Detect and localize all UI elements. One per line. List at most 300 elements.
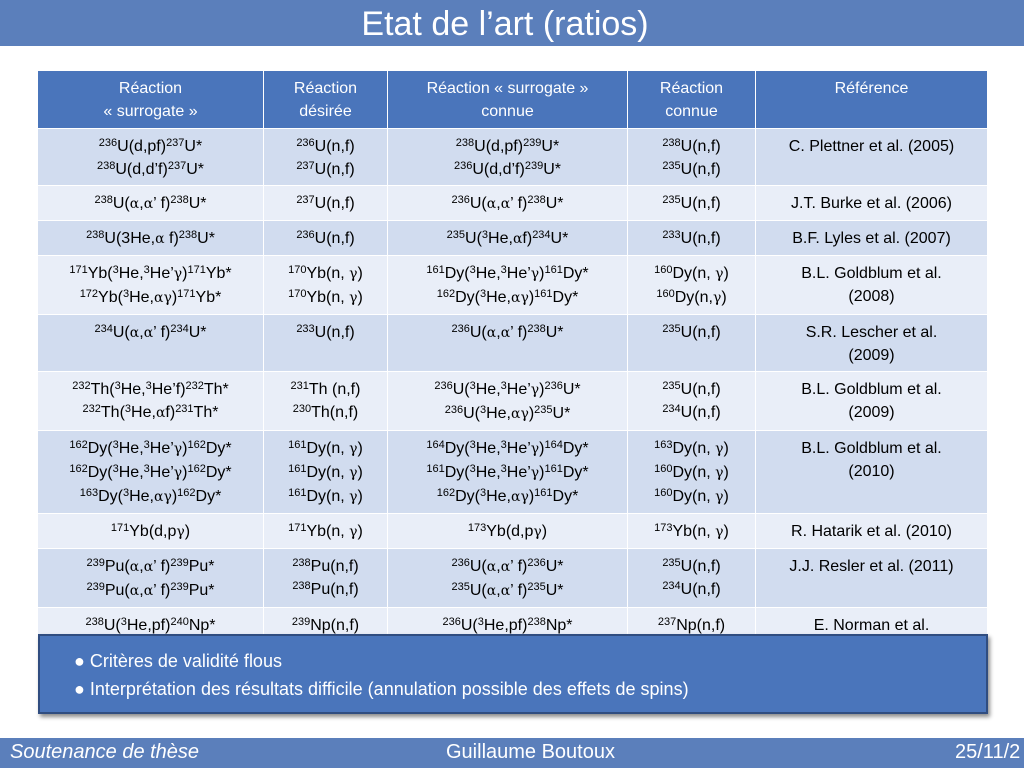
mass-number: 163 bbox=[79, 487, 99, 499]
table-cell bbox=[38, 186, 264, 221]
greek-symbol: α bbox=[129, 559, 140, 575]
mass-number: 235 bbox=[662, 160, 681, 172]
mass-number: 230 bbox=[292, 403, 312, 415]
mass-number: 161 bbox=[288, 463, 307, 475]
cell-line: $^{235}$U(α,α’ f)$^{235}$U* bbox=[451, 581, 564, 599]
cell-line: $^{162}$Dy($^3$He,$^3$He’γ)$^{162}$Dy* bbox=[69, 439, 232, 457]
greek-symbol: γ bbox=[349, 524, 358, 540]
mass-number: 235 bbox=[446, 229, 466, 241]
greek-symbol: α bbox=[153, 290, 164, 306]
mass-number: 3 bbox=[112, 439, 119, 451]
table-cell bbox=[628, 608, 756, 636]
mass-number: 171 bbox=[69, 264, 88, 276]
mass-number: 171 bbox=[110, 522, 130, 534]
table-cell bbox=[38, 372, 264, 431]
cell-line: $^{237}$U(n,f) bbox=[296, 194, 355, 212]
cell-line: $^{235}$U(n,f) bbox=[662, 323, 721, 341]
cell-line: C. Plettner et al. (2005) bbox=[788, 138, 955, 155]
cell-line: $^{235}$U(n,f) bbox=[662, 160, 721, 178]
footer-event: Soutenance de thèse bbox=[10, 741, 200, 763]
table-cell bbox=[264, 186, 388, 221]
greek-symbol: γ bbox=[173, 465, 183, 481]
table-cell bbox=[756, 221, 988, 256]
greek-symbol: α bbox=[510, 406, 521, 422]
mass-number: 3 bbox=[145, 380, 152, 392]
cell-line: $^{236}$U(α,α’ f)$^{238}$U* bbox=[451, 323, 564, 341]
mass-number: 238 bbox=[97, 160, 116, 172]
table-cell bbox=[628, 186, 756, 221]
cell-line: $^{170}$Yb(n, γ) bbox=[288, 264, 363, 282]
cell-line: (2010) bbox=[848, 463, 895, 480]
slide-title: Etat de l’art (ratios) bbox=[361, 5, 649, 43]
cell-line: $^{238}$U(3He,α f)$^{238}$U* bbox=[86, 229, 215, 247]
mass-number: 3 bbox=[122, 288, 130, 300]
cell-line: $^{160}$Dy(n,γ) bbox=[656, 288, 727, 306]
mass-number: 231 bbox=[175, 403, 194, 415]
mass-number: 173 bbox=[467, 522, 487, 534]
greek-symbol: α bbox=[486, 583, 497, 599]
greek-symbol: γ bbox=[715, 489, 724, 505]
mass-number: 238 bbox=[527, 616, 546, 628]
cell-line: $^{160}$Dy(n, γ) bbox=[654, 487, 729, 505]
cell-line: $^{160}$Dy(n, γ) bbox=[654, 264, 729, 282]
mass-number: 238 bbox=[662, 137, 681, 149]
cell-line: $^{161}$Dy(n, γ) bbox=[288, 487, 363, 505]
table-cell bbox=[628, 514, 756, 549]
table-row bbox=[38, 315, 988, 372]
mass-number: 3 bbox=[112, 264, 119, 276]
table-cell bbox=[388, 256, 628, 315]
mass-number: 235 bbox=[451, 581, 470, 593]
table-cell bbox=[38, 256, 264, 315]
mass-number: 161 bbox=[544, 463, 563, 475]
mass-number: 3 bbox=[481, 229, 489, 241]
greek-symbol: α bbox=[143, 325, 154, 341]
mass-number: 234 bbox=[532, 229, 551, 241]
cell-line: $^{163}$Dy(n, γ) bbox=[654, 439, 729, 457]
greek-symbol: γ bbox=[349, 489, 358, 505]
cell-line: $^{235}$U(n,f) bbox=[662, 557, 721, 575]
greek-symbol: γ bbox=[520, 489, 529, 505]
mass-number: 171 bbox=[187, 264, 206, 276]
mass-number: 160 bbox=[654, 264, 673, 276]
greek-symbol: γ bbox=[349, 266, 358, 282]
cell-line: S.R. Lescher et al. bbox=[805, 324, 938, 341]
cell-line: $^{238}U(d,pf)^{239}U*$ bbox=[455, 137, 560, 155]
mass-number: 3 bbox=[500, 380, 507, 392]
mass-number: 235 bbox=[662, 194, 681, 206]
table-cell bbox=[38, 514, 264, 549]
mass-number: 171 bbox=[177, 288, 196, 300]
header-line: connue bbox=[481, 103, 534, 120]
cell-line: B.L. Goldblum et al. bbox=[801, 265, 942, 282]
cell-line: $^{173}$Yb(n, γ) bbox=[654, 522, 729, 540]
mass-number: 238 bbox=[292, 580, 311, 592]
mass-number: 3 bbox=[469, 463, 476, 475]
mass-number: 3 bbox=[469, 264, 476, 276]
cell-line: $^{173}$Yb(d,pγ) bbox=[467, 522, 548, 540]
mass-number: 3 bbox=[124, 403, 132, 415]
table-cell bbox=[38, 129, 264, 186]
cell-line: $^{236}U(^3He,pf)^{238}Np*$ bbox=[442, 616, 573, 634]
greek-symbol: α bbox=[486, 559, 497, 575]
mass-number: 172 bbox=[79, 288, 99, 300]
mass-number: 238 bbox=[527, 323, 546, 335]
greek-symbol: α bbox=[512, 231, 523, 247]
table-cell bbox=[756, 256, 988, 315]
mass-number: 162 bbox=[177, 487, 196, 499]
table-row bbox=[38, 256, 988, 315]
cell-line: $^{236}$U(α,α’ f)$^{236}$U* bbox=[451, 557, 564, 575]
table-cell bbox=[388, 431, 628, 514]
greek-symbol: γ bbox=[173, 266, 183, 282]
mass-number: 160 bbox=[656, 288, 675, 300]
mass-number: 3 bbox=[500, 463, 507, 475]
mass-number: 239 bbox=[170, 557, 189, 569]
cell-line: $^{172}Yb(^3He,\alpha\gamma)^{171}Yb*$ bbox=[79, 288, 222, 306]
cell-line: (2008) bbox=[848, 288, 895, 305]
greek-symbol: γ bbox=[533, 524, 542, 540]
greek-symbol: γ bbox=[715, 441, 724, 457]
mass-number: 234 bbox=[170, 323, 189, 335]
mass-number: 3 bbox=[469, 439, 476, 451]
note-line: ● Interprétation des résultats difficile (annulation possible des effets de spins) bbox=[74, 679, 689, 699]
mass-number: 161 bbox=[426, 264, 445, 276]
cell-line: $^{236}$U(n,f) bbox=[296, 137, 355, 155]
cell-line: $^{236}$U(d,d’f)$^{239}$U* bbox=[454, 160, 561, 178]
header-line: Réaction bbox=[293, 80, 358, 97]
table-cell bbox=[628, 372, 756, 431]
mass-number: 234 bbox=[662, 580, 681, 592]
table-cell bbox=[388, 186, 628, 221]
table-cell bbox=[388, 315, 628, 372]
cell-line: B.F. Lyles et al. (2007) bbox=[792, 230, 951, 247]
cell-line: $^{162}Dy(^3He,\alpha\gamma)^{161}Dy*$ bbox=[436, 288, 579, 306]
cell-line: $^{231}$Th (n,f) bbox=[290, 380, 361, 398]
mass-number: 3 bbox=[143, 439, 150, 451]
cell-line: $^{232}Th(^3He,\alpha f)^{231}Th*$ bbox=[82, 403, 219, 421]
cell-line: $^{161}$Dy($^3$He,$^3$He’γ)$^{161}$Dy* bbox=[426, 463, 589, 481]
greek-symbol: γ bbox=[715, 524, 724, 540]
mass-number: 238 bbox=[170, 194, 189, 206]
table-cell bbox=[628, 221, 756, 256]
mass-number: 238 bbox=[292, 557, 311, 569]
header-line: Réaction bbox=[118, 80, 183, 97]
table-cell bbox=[264, 256, 388, 315]
table-container bbox=[37, 70, 987, 635]
cell-line: $^{237}$Np(n,f) bbox=[657, 616, 726, 634]
cell-line: $^{161}$Dy(n, γ) bbox=[288, 463, 363, 481]
greek-symbol: γ bbox=[520, 290, 529, 306]
cell-line: $^{235}U(^3He,\alpha f)^{234}U*$ bbox=[446, 229, 569, 247]
table-header-row bbox=[38, 71, 988, 129]
greek-symbol: α bbox=[155, 231, 165, 247]
mass-number: 238 bbox=[527, 194, 546, 206]
header-line: Réaction bbox=[659, 80, 724, 97]
cell-line: $^{170}$Yb(n, γ) bbox=[288, 288, 363, 306]
mass-number: 232 bbox=[82, 403, 101, 415]
cell-line: $^{239}$Pu(α,α’ f)$^{239}$Pu* bbox=[86, 557, 215, 575]
cell-line: $^{238}$U(α,α’ f)$^{238}$U* bbox=[94, 194, 207, 212]
header-line: désirée bbox=[299, 103, 352, 120]
mass-number: 234 bbox=[662, 403, 681, 415]
greek-symbol: α bbox=[500, 196, 511, 212]
greek-symbol: α bbox=[143, 583, 154, 599]
table-cell bbox=[756, 431, 988, 514]
greek-symbol: α bbox=[486, 325, 497, 341]
table-cell bbox=[628, 129, 756, 186]
mass-number: 162 bbox=[436, 487, 456, 499]
table-cell bbox=[38, 608, 264, 636]
greek-symbol: α bbox=[486, 196, 497, 212]
mass-number: 238 bbox=[455, 137, 475, 149]
mass-number: 236 bbox=[444, 404, 464, 416]
mass-number: 160 bbox=[654, 487, 673, 499]
cell-line: $^{171}$Yb(n, γ) bbox=[288, 522, 363, 540]
greek-symbol: γ bbox=[163, 489, 172, 505]
cell-line: $^{236}$U(n,f) bbox=[296, 229, 355, 247]
cell-line: $^{236}U(d,pf)^{237}U*$ bbox=[98, 137, 203, 155]
table-cell bbox=[756, 549, 988, 608]
cell-line: $^{234}$U(n,f) bbox=[662, 580, 721, 598]
mass-number: 237 bbox=[166, 137, 185, 149]
header-line: « surrogate » bbox=[103, 103, 198, 120]
greek-symbol: γ bbox=[349, 465, 358, 481]
mass-number: 3 bbox=[120, 616, 127, 628]
mass-number: 164 bbox=[544, 439, 563, 451]
mass-number: 236 bbox=[296, 137, 315, 149]
mass-number: 3 bbox=[143, 264, 150, 276]
mass-number: 161 bbox=[534, 288, 553, 300]
mass-number: 233 bbox=[296, 323, 315, 335]
table-cell bbox=[264, 221, 388, 256]
mass-number: 3 bbox=[479, 487, 487, 499]
cell-line: $^{162}Dy(^3He,\alpha\gamma)^{161}Dy*$ bbox=[436, 487, 579, 505]
mass-number: 235 bbox=[662, 380, 681, 392]
mass-number: 238 bbox=[178, 229, 198, 241]
mass-number: 3 bbox=[112, 463, 119, 475]
mass-number: 3 bbox=[500, 439, 507, 451]
greek-symbol: γ bbox=[712, 290, 722, 306]
mass-number: 235 bbox=[534, 404, 553, 416]
greek-symbol: γ bbox=[715, 266, 724, 282]
table-row bbox=[38, 608, 988, 636]
table-cell bbox=[628, 315, 756, 372]
cell-line: $^{171}$Yb(d,pγ) bbox=[110, 522, 191, 540]
footer-bar bbox=[0, 738, 1024, 768]
cell-line: $^{164}$Dy($^3$He,$^3$He’γ)$^{164}$Dy* bbox=[426, 439, 589, 457]
mass-number: 3 bbox=[143, 463, 150, 475]
mass-number: 173 bbox=[654, 522, 673, 534]
mass-number: 3 bbox=[477, 616, 484, 628]
table-cell bbox=[264, 315, 388, 372]
cell-line: $^{233}$U(n,f) bbox=[662, 229, 721, 247]
mass-number: 3 bbox=[500, 264, 507, 276]
cell-line: R. Hatarik et al. (2010) bbox=[791, 523, 952, 540]
mass-number: 234 bbox=[94, 323, 113, 335]
greek-symbol: α bbox=[510, 290, 521, 306]
mass-number: 162 bbox=[187, 463, 206, 475]
greek-symbol: γ bbox=[530, 266, 540, 282]
mass-number: 236 bbox=[434, 380, 453, 392]
cell-line: J.J. Resler et al. (2011) bbox=[789, 558, 954, 575]
table-cell bbox=[756, 372, 988, 431]
mass-number: 3 bbox=[122, 487, 130, 499]
mass-number: 238 bbox=[94, 194, 113, 206]
mass-number: 162 bbox=[69, 463, 88, 475]
notes-box bbox=[38, 634, 988, 714]
mass-number: 161 bbox=[288, 487, 307, 499]
cell-line: $^{235}$U(n,f) bbox=[662, 194, 721, 212]
table-cell bbox=[38, 431, 264, 514]
cell-line: $^{234}$U(α,α’ f)$^{234}$U* bbox=[94, 323, 207, 341]
table-cell bbox=[264, 129, 388, 186]
mass-number: 239 bbox=[86, 557, 105, 569]
table-cell bbox=[264, 549, 388, 608]
greek-symbol: γ bbox=[163, 290, 172, 306]
table-cell bbox=[38, 549, 264, 608]
mass-number: 171 bbox=[288, 522, 307, 534]
mass-number: 164 bbox=[426, 439, 445, 451]
mass-number: 235 bbox=[662, 323, 681, 335]
mass-number: 163 bbox=[654, 439, 673, 451]
cell-line: B.L. Goldblum et al. bbox=[801, 440, 942, 457]
cell-line: $^{163}Dy(^3He,\alpha\gamma)^{162}Dy*$ bbox=[79, 487, 222, 505]
greek-symbol: α bbox=[500, 559, 511, 575]
greek-symbol: α bbox=[155, 405, 166, 421]
cell-line: $^{238}$Pu(n,f) bbox=[292, 557, 359, 575]
mass-number: 235 bbox=[527, 581, 546, 593]
mass-number: 237 bbox=[167, 160, 187, 172]
table-cell bbox=[756, 608, 988, 636]
greek-symbol: α bbox=[143, 196, 154, 212]
table-body bbox=[38, 129, 988, 636]
cell-line: $^{236}U(^3He,\alpha\gamma)^{235}U*$ bbox=[444, 404, 571, 422]
mass-number: 236 bbox=[451, 323, 470, 335]
table-cell bbox=[756, 514, 988, 549]
mass-number: 238 bbox=[85, 616, 104, 628]
table-cell bbox=[38, 315, 264, 372]
header-line: connue bbox=[665, 103, 718, 120]
mass-number: 170 bbox=[288, 288, 307, 300]
column-header bbox=[264, 71, 388, 129]
mass-number: 161 bbox=[544, 264, 563, 276]
table-cell bbox=[264, 372, 388, 431]
cell-line: $^{238}$Pu(n,f) bbox=[292, 580, 359, 598]
cell-line: $^{233}$U(n,f) bbox=[296, 323, 355, 341]
table-row bbox=[38, 186, 988, 221]
header-line: Référence bbox=[834, 80, 909, 97]
cell-line: J.T. Burke et al. (2006) bbox=[791, 195, 952, 212]
mass-number: 239 bbox=[86, 581, 105, 593]
cell-line: $^{236}$U($^3$He,$^3$He’γ)$^{236}$U* bbox=[434, 380, 581, 398]
mass-number: 236 bbox=[296, 229, 315, 241]
cell-line: $^{161}$Dy(n, γ) bbox=[288, 439, 363, 457]
column-header bbox=[628, 71, 756, 129]
table-row bbox=[38, 431, 988, 514]
greek-symbol: γ bbox=[173, 441, 183, 457]
greek-symbol: α bbox=[129, 583, 140, 599]
footer-date: 25/11/2 bbox=[955, 741, 1021, 763]
table-row bbox=[38, 514, 988, 549]
cell-line: $^{235}$U(n,f) bbox=[662, 380, 721, 398]
mass-number: 232 bbox=[72, 380, 91, 392]
table-cell bbox=[388, 608, 628, 636]
mass-number: 238 bbox=[86, 229, 105, 241]
mass-number: 162 bbox=[436, 288, 456, 300]
greek-symbol: γ bbox=[530, 465, 540, 481]
table-cell bbox=[756, 186, 988, 221]
note-line: ● Critères de validité flous bbox=[74, 651, 282, 671]
mass-number: 236 bbox=[451, 557, 470, 569]
cell-line: $^{232}$Th($^3$He,$^3$He’f)$^{232}$Th* bbox=[72, 380, 229, 398]
mass-number: 170 bbox=[288, 264, 307, 276]
column-header bbox=[756, 71, 988, 129]
table-cell bbox=[628, 256, 756, 315]
cell-line: $^{239}$Np(n,f) bbox=[291, 616, 360, 634]
cell-line: $^{162}$Dy($^3$He,$^3$He’γ)$^{162}$Dy* bbox=[69, 463, 232, 481]
mass-number: 239 bbox=[524, 160, 544, 172]
greek-symbol: γ bbox=[349, 290, 358, 306]
header-line: Réaction « surrogate » bbox=[426, 80, 589, 97]
table-cell bbox=[756, 315, 988, 372]
greek-symbol: α bbox=[500, 325, 511, 341]
mass-number: 236 bbox=[451, 194, 470, 206]
mass-number: 160 bbox=[654, 463, 673, 475]
table-cell bbox=[388, 221, 628, 256]
table-cell bbox=[628, 431, 756, 514]
greek-symbol: α bbox=[510, 489, 521, 505]
greek-symbol: γ bbox=[530, 382, 540, 398]
table-row bbox=[38, 549, 988, 608]
reactions-table bbox=[37, 70, 987, 635]
mass-number: 162 bbox=[187, 439, 206, 451]
cell-line: (2009) bbox=[848, 347, 895, 364]
table-row bbox=[38, 129, 988, 186]
column-header bbox=[388, 71, 628, 129]
greek-symbol: α bbox=[500, 583, 511, 599]
greek-symbol: γ bbox=[520, 406, 529, 422]
mass-number: 3 bbox=[479, 288, 487, 300]
cell-line: B.L. Goldblum et al. bbox=[801, 381, 942, 398]
mass-number: 161 bbox=[534, 487, 553, 499]
mass-number: 161 bbox=[288, 439, 307, 451]
table-row bbox=[38, 372, 988, 431]
cell-line: $^{161}$Dy($^3$He,$^3$He’γ)$^{161}$Dy* bbox=[426, 264, 589, 282]
cell-line: $^{160}$Dy(n, γ) bbox=[654, 463, 729, 481]
cell-line: $^{171}$Yb($^3$He,$^3$He’γ)$^{171}$Yb* bbox=[69, 264, 232, 282]
table-cell bbox=[756, 129, 988, 186]
table-cell bbox=[388, 514, 628, 549]
mass-number: 162 bbox=[69, 439, 88, 451]
mass-number: 232 bbox=[185, 380, 204, 392]
greek-symbol: γ bbox=[530, 441, 540, 457]
mass-number: 233 bbox=[662, 229, 681, 241]
cell-line: (2009) bbox=[848, 404, 895, 421]
footer-author: Guillaume Boutoux bbox=[446, 741, 615, 763]
mass-number: 235 bbox=[662, 557, 681, 569]
cell-line: $^{238}$U(n,f) bbox=[662, 137, 721, 155]
title-bar bbox=[0, 0, 1024, 46]
mass-number: 237 bbox=[296, 160, 315, 172]
table-cell bbox=[628, 549, 756, 608]
table-cell bbox=[388, 129, 628, 186]
mass-number: 161 bbox=[426, 463, 445, 475]
cell-line: $^{236}$U(α,α’ f)$^{238}$U* bbox=[451, 194, 564, 212]
table-cell bbox=[264, 514, 388, 549]
greek-symbol: α bbox=[143, 559, 154, 575]
mass-number: 236 bbox=[454, 160, 473, 172]
